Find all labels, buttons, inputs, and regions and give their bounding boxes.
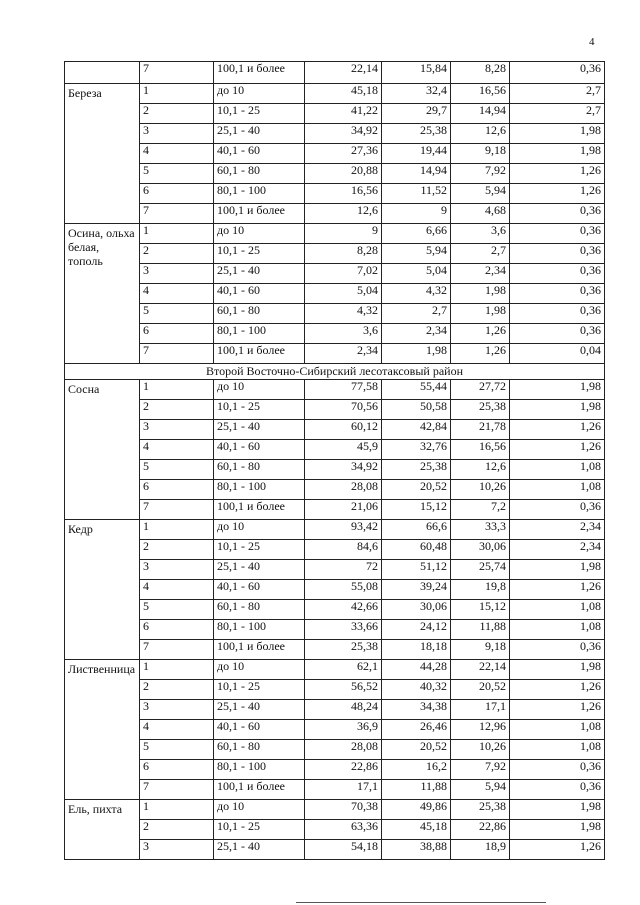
table-row [65,124,605,144]
value-col-2: 44,28 [382,660,451,680]
diameter-range: до 10 [214,800,305,820]
value-col-3: 19,8 [451,580,510,600]
table-row [65,440,605,460]
value-col-2: 38,88 [382,840,451,860]
diameter-range: 25,1 - 40 [214,560,305,580]
value-col-1: 55,08 [305,580,382,600]
value-col-3: 5,94 [451,780,510,800]
value-col-1: 21,06 [305,500,382,520]
value-col-3: 16,56 [451,440,510,460]
row-number: 2 [140,680,214,700]
value-col-1: 20,88 [305,164,382,184]
value-col-2: 19,44 [382,144,451,164]
value-col-4: 1,08 [510,600,605,620]
value-col-1: 54,18 [305,840,382,860]
value-col-2: 32,76 [382,440,451,460]
value-col-2: 16,2 [382,760,451,780]
value-col-2: 60,48 [382,540,451,560]
table-row [65,620,605,640]
species-name: Кедр [65,520,140,660]
table-body [65,62,605,860]
diameter-range: 25,1 - 40 [214,700,305,720]
value-col-1: 63,36 [305,820,382,840]
value-col-1: 70,38 [305,800,382,820]
value-col-4: 1,26 [510,164,605,184]
table-row [65,104,605,124]
value-col-1: 45,9 [305,440,382,460]
species-name: Сосна [65,380,140,520]
row-number: 2 [140,400,214,420]
row-number: 2 [140,244,214,264]
row-number: 7 [140,780,214,800]
row-number: 2 [140,540,214,560]
value-col-2: 5,94 [382,244,451,264]
value-col-4: 1,98 [510,144,605,164]
value-col-3: 7,2 [451,500,510,520]
value-col-4: 0,36 [510,500,605,520]
value-col-4: 1,98 [510,380,605,400]
table-row [65,264,605,284]
value-col-4: 1,08 [510,720,605,740]
value-col-3: 25,74 [451,560,510,580]
table-row [65,400,605,420]
species-name: Лиственница [65,660,140,800]
value-col-1: 48,24 [305,700,382,720]
value-col-4: 1,98 [510,820,605,840]
diameter-range: до 10 [214,520,305,540]
table-row [65,480,605,500]
table-row [65,660,605,680]
value-col-3: 16,56 [451,84,510,104]
value-col-4: 1,98 [510,124,605,144]
value-col-2: 4,32 [382,284,451,304]
value-col-2: 1,98 [382,344,451,364]
value-col-3: 8,28 [451,62,510,84]
table-row [65,284,605,304]
diameter-range: 80,1 - 100 [214,620,305,640]
diameter-range: 60,1 - 80 [214,164,305,184]
table-row [65,84,605,104]
value-col-4: 1,98 [510,660,605,680]
value-col-4: 2,34 [510,520,605,540]
row-number: 7 [140,62,214,84]
value-col-4: 0,36 [510,204,605,224]
value-col-4: 2,7 [510,84,605,104]
value-col-2: 25,38 [382,124,451,144]
value-col-1: 7,02 [305,264,382,284]
value-col-2: 18,18 [382,640,451,660]
value-col-3: 7,92 [451,760,510,780]
value-col-1: 72 [305,560,382,580]
row-number: 3 [140,560,214,580]
value-col-1: 22,86 [305,760,382,780]
table-row [65,344,605,364]
value-col-3: 25,38 [451,400,510,420]
table-row [65,720,605,740]
value-col-4: 1,08 [510,620,605,640]
value-col-3: 22,14 [451,660,510,680]
value-col-2: 42,84 [382,420,451,440]
value-col-1: 9 [305,224,382,244]
value-col-1: 27,36 [305,144,382,164]
bottom-rule [296,902,546,903]
value-col-1: 3,6 [305,324,382,344]
value-col-2: 11,52 [382,184,451,204]
row-number: 1 [140,660,214,680]
value-col-4: 1,26 [510,420,605,440]
value-col-1: 77,58 [305,380,382,400]
value-col-2: 20,52 [382,740,451,760]
row-number: 4 [140,440,214,460]
value-col-2: 20,52 [382,480,451,500]
row-number: 6 [140,184,214,204]
value-col-2: 55,44 [382,380,451,400]
table-row [65,460,605,480]
value-col-2: 15,84 [382,62,451,84]
value-col-3: 2,34 [451,264,510,284]
table-row [65,680,605,700]
table-row [65,324,605,344]
table-row [65,580,605,600]
table-row [65,560,605,580]
value-col-4: 0,36 [510,224,605,244]
value-col-1: 17,1 [305,780,382,800]
diameter-range: 80,1 - 100 [214,324,305,344]
diameter-range: 80,1 - 100 [214,480,305,500]
value-col-1: 12,6 [305,204,382,224]
value-col-4: 1,26 [510,840,605,860]
value-col-3: 12,6 [451,460,510,480]
value-col-1: 45,18 [305,84,382,104]
diameter-range: 100,1 и более [214,780,305,800]
diameter-range: до 10 [214,660,305,680]
value-col-1: 28,08 [305,480,382,500]
value-col-2: 50,58 [382,400,451,420]
value-col-1: 41,22 [305,104,382,124]
value-col-4: 1,26 [510,440,605,460]
value-col-1: 2,34 [305,344,382,364]
value-col-1: 25,38 [305,640,382,660]
value-col-1: 93,42 [305,520,382,540]
table-row [65,144,605,164]
table-row [65,540,605,560]
row-number: 4 [140,580,214,600]
table-row [65,62,605,84]
value-col-2: 29,7 [382,104,451,124]
value-col-1: 33,66 [305,620,382,640]
value-col-4: 0,36 [510,264,605,284]
diameter-range: 100,1 и более [214,344,305,364]
value-col-4: 0,36 [510,304,605,324]
diameter-range: 100,1 и более [214,500,305,520]
value-col-3: 9,18 [451,144,510,164]
value-col-2: 40,32 [382,680,451,700]
value-col-1: 22,14 [305,62,382,84]
table-row [65,820,605,840]
table-row [65,500,605,520]
value-col-1: 5,04 [305,284,382,304]
table-row [65,184,605,204]
table-row [65,244,605,264]
value-col-3: 3,6 [451,224,510,244]
diameter-range: 100,1 и более [214,62,305,84]
value-col-2: 30,06 [382,600,451,620]
row-number: 5 [140,164,214,184]
value-col-1: 62,1 [305,660,382,680]
diameter-range: 60,1 - 80 [214,460,305,480]
value-col-2: 6,66 [382,224,451,244]
value-col-3: 10,26 [451,480,510,500]
row-number: 7 [140,204,214,224]
value-col-4: 1,98 [510,800,605,820]
value-col-3: 25,38 [451,800,510,820]
value-col-4: 0,04 [510,344,605,364]
row-number: 1 [140,84,214,104]
value-col-2: 14,94 [382,164,451,184]
value-col-4: 0,36 [510,244,605,264]
value-col-1: 70,56 [305,400,382,420]
value-col-2: 2,34 [382,324,451,344]
table-row [65,304,605,324]
value-col-1: 28,08 [305,740,382,760]
row-number: 3 [140,700,214,720]
diameter-range: 80,1 - 100 [214,760,305,780]
value-col-4: 0,36 [510,284,605,304]
value-col-3: 15,12 [451,600,510,620]
value-col-1: 42,66 [305,600,382,620]
value-col-4: 1,08 [510,480,605,500]
value-col-4: 1,08 [510,460,605,480]
district-title: Второй Восточно-Сибирский лесотаксовый район [65,364,605,380]
row-number: 5 [140,600,214,620]
diameter-range: 60,1 - 80 [214,740,305,760]
row-number: 3 [140,264,214,284]
value-col-2: 25,38 [382,460,451,480]
species-name [65,62,140,84]
value-col-3: 12,6 [451,124,510,144]
table-row [65,420,605,440]
diameter-range: 10,1 - 25 [214,104,305,124]
value-col-2: 15,12 [382,500,451,520]
row-number: 4 [140,720,214,740]
diameter-range: 40,1 - 60 [214,440,305,460]
diameter-range: 25,1 - 40 [214,124,305,144]
table-row [65,780,605,800]
row-number: 1 [140,800,214,820]
value-col-3: 10,26 [451,740,510,760]
value-col-2: 2,7 [382,304,451,324]
value-col-3: 5,94 [451,184,510,204]
table-row [65,520,605,540]
diameter-range: 40,1 - 60 [214,144,305,164]
row-number: 7 [140,640,214,660]
table-row [65,640,605,660]
row-number: 2 [140,820,214,840]
row-number: 5 [140,740,214,760]
row-number: 6 [140,620,214,640]
row-number: 3 [140,420,214,440]
diameter-range: 10,1 - 25 [214,244,305,264]
value-col-2: 5,04 [382,264,451,284]
value-col-2: 9 [382,204,451,224]
forest-tax-rates-table [64,61,605,860]
diameter-range: 80,1 - 100 [214,184,305,204]
diameter-range: 10,1 - 25 [214,540,305,560]
diameter-range: 25,1 - 40 [214,264,305,284]
value-col-4: 1,26 [510,184,605,204]
table-row [65,224,605,244]
value-col-2: 66,6 [382,520,451,540]
value-col-3: 22,86 [451,820,510,840]
value-col-4: 1,26 [510,580,605,600]
value-col-4: 0,36 [510,62,605,84]
species-name: Осина, ольха белая, тополь [65,224,140,364]
diameter-range: 40,1 - 60 [214,284,305,304]
value-col-4: 1,26 [510,680,605,700]
value-col-2: 26,46 [382,720,451,740]
value-col-4: 0,36 [510,640,605,660]
value-col-2: 49,86 [382,800,451,820]
value-col-4: 0,36 [510,760,605,780]
row-number: 7 [140,500,214,520]
diameter-range: 40,1 - 60 [214,580,305,600]
value-col-4: 2,7 [510,104,605,124]
table-row [65,740,605,760]
value-col-1: 34,92 [305,124,382,144]
table-row [65,380,605,400]
row-number: 3 [140,124,214,144]
diameter-range: 40,1 - 60 [214,720,305,740]
value-col-3: 9,18 [451,640,510,660]
value-col-4: 0,36 [510,780,605,800]
diameter-range: 60,1 - 80 [214,304,305,324]
value-col-1: 60,12 [305,420,382,440]
value-col-1: 34,92 [305,460,382,480]
species-name: Ель, пихта [65,800,140,860]
value-col-3: 27,72 [451,380,510,400]
value-col-4: 1,98 [510,400,605,420]
value-col-1: 56,52 [305,680,382,700]
value-col-4: 2,34 [510,540,605,560]
table-row [65,164,605,184]
row-number: 2 [140,104,214,124]
table-row [65,840,605,860]
row-number: 4 [140,144,214,164]
value-col-3: 17,1 [451,700,510,720]
diameter-range: 100,1 и более [214,204,305,224]
value-col-2: 11,88 [382,780,451,800]
value-col-3: 11,88 [451,620,510,640]
row-number: 1 [140,380,214,400]
value-col-3: 7,92 [451,164,510,184]
diameter-range: до 10 [214,224,305,244]
value-col-3: 18,9 [451,840,510,860]
row-number: 6 [140,480,214,500]
value-col-1: 84,6 [305,540,382,560]
diameter-range: 60,1 - 80 [214,600,305,620]
value-col-1: 16,56 [305,184,382,204]
row-number: 1 [140,520,214,540]
value-col-3: 1,26 [451,324,510,344]
diameter-range: 10,1 - 25 [214,680,305,700]
value-col-3: 1,98 [451,304,510,324]
value-col-3: 2,7 [451,244,510,264]
value-col-4: 0,36 [510,324,605,344]
value-col-3: 33,3 [451,520,510,540]
value-col-3: 14,94 [451,104,510,124]
value-col-2: 24,12 [382,620,451,640]
value-col-1: 36,9 [305,720,382,740]
value-col-4: 1,98 [510,560,605,580]
row-number: 6 [140,324,214,344]
value-col-4: 1,08 [510,740,605,760]
value-col-2: 32,4 [382,84,451,104]
value-col-1: 4,32 [305,304,382,324]
table-row [65,800,605,820]
row-number: 1 [140,224,214,244]
table-row [65,760,605,780]
row-number: 6 [140,760,214,780]
value-col-3: 1,98 [451,284,510,304]
value-col-3: 12,96 [451,720,510,740]
value-col-3: 20,52 [451,680,510,700]
value-col-2: 39,24 [382,580,451,600]
diameter-range: 25,1 - 40 [214,840,305,860]
row-number: 4 [140,284,214,304]
page-number: 4 [589,36,595,48]
value-col-2: 51,12 [382,560,451,580]
diameter-range: 25,1 - 40 [214,420,305,440]
table-row [65,600,605,620]
row-number: 7 [140,344,214,364]
diameter-range: до 10 [214,380,305,400]
value-col-3: 1,26 [451,344,510,364]
diameter-range: до 10 [214,84,305,104]
value-col-4: 1,26 [510,700,605,720]
value-col-3: 30,06 [451,540,510,560]
row-number: 3 [140,840,214,860]
value-col-1: 8,28 [305,244,382,264]
value-col-2: 34,38 [382,700,451,720]
row-number: 5 [140,460,214,480]
value-col-3: 21,78 [451,420,510,440]
value-col-2: 45,18 [382,820,451,840]
diameter-range: 100,1 и более [214,640,305,660]
species-name: Береза [65,84,140,224]
table-row [65,700,605,720]
table-row [65,204,605,224]
value-col-3: 4,68 [451,204,510,224]
diameter-range: 10,1 - 25 [214,820,305,840]
district-header-row [65,364,605,380]
diameter-range: 10,1 - 25 [214,400,305,420]
row-number: 5 [140,304,214,324]
